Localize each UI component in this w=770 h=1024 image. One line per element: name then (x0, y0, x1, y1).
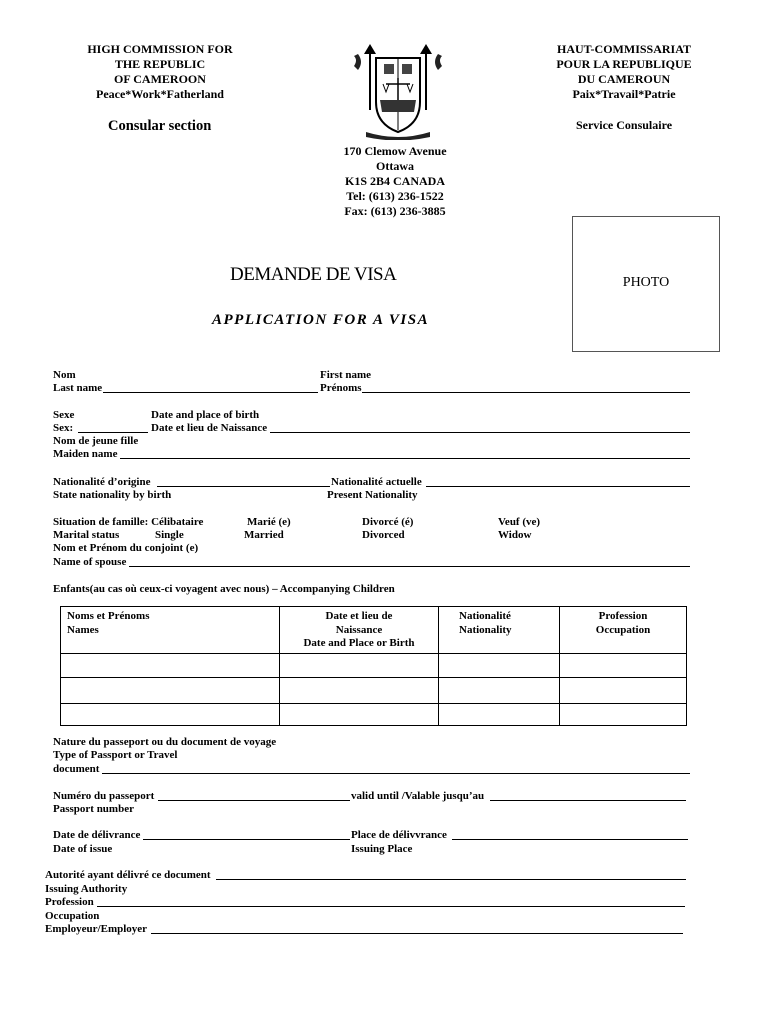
header-right-line1: HAUT-COMMISSARIAT (556, 42, 691, 56)
header-birth-fr2: Naissance (335, 623, 383, 636)
header-profession-en: Occupation (595, 623, 651, 636)
header-left-line3: OF CAMEROON (114, 72, 206, 86)
header-nationality (439, 607, 560, 654)
label-authority-en: Issuing Authority (45, 883, 128, 895)
header-left-line2: THE REPUBLIC (114, 57, 206, 71)
label-profession: Profession (45, 896, 94, 908)
child-birth-cell[interactable] (280, 677, 439, 703)
label-issue-place-en: Issuing Place (351, 843, 413, 855)
label-children: Enfants(au cas où ceux-ci voyagent avec nous) – Accompanying Children (53, 583, 395, 595)
header-left-motto: Peace*Work*Fatherland (96, 87, 224, 101)
label-passport-type-fr: Nature du passeport ou du document de voyage (53, 736, 277, 748)
child-nationality-cell[interactable] (439, 677, 560, 703)
label-maiden-fr: Nom de jeune fille (53, 435, 139, 447)
label-nat-actuelle: Nationalité actuelle (331, 476, 422, 488)
employer-field[interactable] (151, 933, 683, 934)
label-dob-en: Date and place of birth (151, 409, 260, 421)
label-marital: Marital status (53, 529, 120, 541)
label-married: Married (244, 529, 284, 541)
label-maiden-en: Maiden name (53, 448, 118, 460)
label-state-nat: State nationality by birth (53, 489, 172, 501)
label-issue-date-fr: Date de délivrance (53, 829, 141, 841)
header-nationality-en: Nationality (459, 623, 512, 636)
label-sex: Sex: (53, 422, 74, 434)
table-row (61, 653, 687, 677)
child-occupation-cell[interactable] (560, 653, 687, 677)
birth-field[interactable] (270, 432, 690, 433)
address-fax: Fax: (613) 236-3885 (344, 204, 446, 218)
photo-label: PHOTO (622, 275, 670, 290)
last-name-field[interactable] (103, 392, 318, 393)
embassy-address (295, 144, 495, 219)
title-fr: DEMANDE DE VISA (230, 264, 397, 285)
label-passport-type-en2: document (53, 763, 100, 775)
label-situation: Situation de famille: Célibataire (53, 516, 204, 528)
header-right-line2: POUR LA REPUBLIQUE (556, 57, 692, 71)
title-en: APPLICATION FOR A VISA (212, 312, 430, 328)
header-birth (280, 607, 439, 654)
present-nationality-field[interactable] (426, 486, 690, 487)
label-dob-fr: Date et lieu de Naissance (151, 422, 268, 434)
label-marie: Marié (e) (247, 516, 291, 528)
maiden-name-field[interactable] (120, 458, 690, 459)
label-passport-type-en1: Type of Passport or Travel (53, 749, 178, 761)
child-occupation-cell[interactable] (560, 677, 687, 703)
label-single: Single (155, 529, 184, 541)
label-passport-no-fr: Numéro du passeport (53, 790, 155, 802)
label-spouse-en: Name of spouse (53, 556, 127, 568)
passport-number-field[interactable] (158, 800, 350, 801)
label-widow: Widow (498, 529, 532, 541)
coat-of-arms-icon (350, 40, 446, 140)
header-names (61, 607, 280, 654)
label-veuf: Veuf (ve) (498, 516, 541, 528)
header-names-en: Names (67, 623, 99, 636)
label-authority-fr: Autorité ayant délivré ce document (45, 869, 211, 881)
child-name-cell[interactable] (61, 677, 280, 703)
label-valid-until: valid until /Valable jusqu’au (351, 790, 485, 802)
label-issue-place-fr: Place de délivvrance (351, 829, 447, 841)
children-table-header (61, 607, 687, 654)
header-right (524, 42, 724, 102)
header-profession-fr: Profession (598, 610, 648, 622)
profession-field[interactable] (97, 906, 685, 907)
label-issue-date-en: Date of issue (53, 843, 113, 855)
label-divorce-fr: Divorcé (é) (362, 516, 414, 528)
header-birth-fr: Date et lieu de (325, 610, 393, 622)
passport-type-field[interactable] (102, 773, 690, 774)
consular-section-fr: Service Consulaire (575, 118, 673, 132)
child-nationality-cell[interactable] (439, 703, 560, 725)
header-nationality-fr: Nationalité (459, 610, 511, 622)
header-profession (560, 607, 687, 654)
table-row (61, 677, 687, 703)
label-divorced: Divorced (362, 529, 405, 541)
address-tel: Tel: (613) 236-1522 (346, 189, 444, 203)
first-name-field[interactable] (362, 392, 690, 393)
issue-date-field[interactable] (143, 839, 350, 840)
issuing-authority-field[interactable] (216, 879, 686, 880)
header-left (60, 42, 260, 102)
spouse-name-field[interactable] (129, 566, 690, 567)
child-nationality-cell[interactable] (439, 653, 560, 677)
label-last-name: Last name (53, 382, 103, 394)
label-employer: Employeur/Employer (45, 923, 148, 935)
consular-section-en: Consular section (108, 118, 212, 134)
address-postal: K1S 2B4 CANADA (344, 174, 445, 188)
address-street: 170 Clemow Avenue (343, 144, 447, 158)
header-right-motto: Paix*Travail*Patrie (572, 87, 676, 101)
issue-place-field[interactable] (452, 839, 688, 840)
label-present-nat: Present Nationality (327, 489, 418, 501)
header-left-line1: HIGH COMMISSION FOR (87, 42, 233, 56)
table-row (61, 703, 687, 725)
child-name-cell[interactable] (61, 653, 280, 677)
label-nat-origine: Nationalité d’origine (53, 476, 151, 488)
label-occupation: Occupation (45, 910, 100, 922)
header-right-line3: DU CAMEROUN (577, 72, 671, 86)
valid-until-field[interactable] (490, 800, 686, 801)
address-city: Ottawa (376, 159, 414, 173)
sex-field[interactable] (78, 432, 148, 433)
child-name-cell[interactable] (61, 703, 280, 725)
label-first-name: First name (320, 369, 372, 381)
children-table (60, 606, 687, 726)
header-names-fr: Noms et Prénoms (67, 610, 150, 622)
child-occupation-cell[interactable] (560, 703, 687, 725)
child-birth-cell[interactable] (280, 653, 439, 677)
label-passport-no-en: Passport number (53, 803, 134, 815)
origin-nationality-field[interactable] (157, 486, 330, 487)
label-sexe: Sexe (53, 409, 75, 421)
label-prenoms: Prénoms (320, 382, 362, 394)
label-nom: Nom (53, 369, 76, 381)
label-spouse-fr: Nom et Prénom du conjoint (e) (53, 542, 199, 554)
photo-box[interactable] (572, 216, 720, 352)
header-birth-en: Date and Place or Birth (303, 637, 415, 649)
child-birth-cell[interactable] (280, 703, 439, 725)
